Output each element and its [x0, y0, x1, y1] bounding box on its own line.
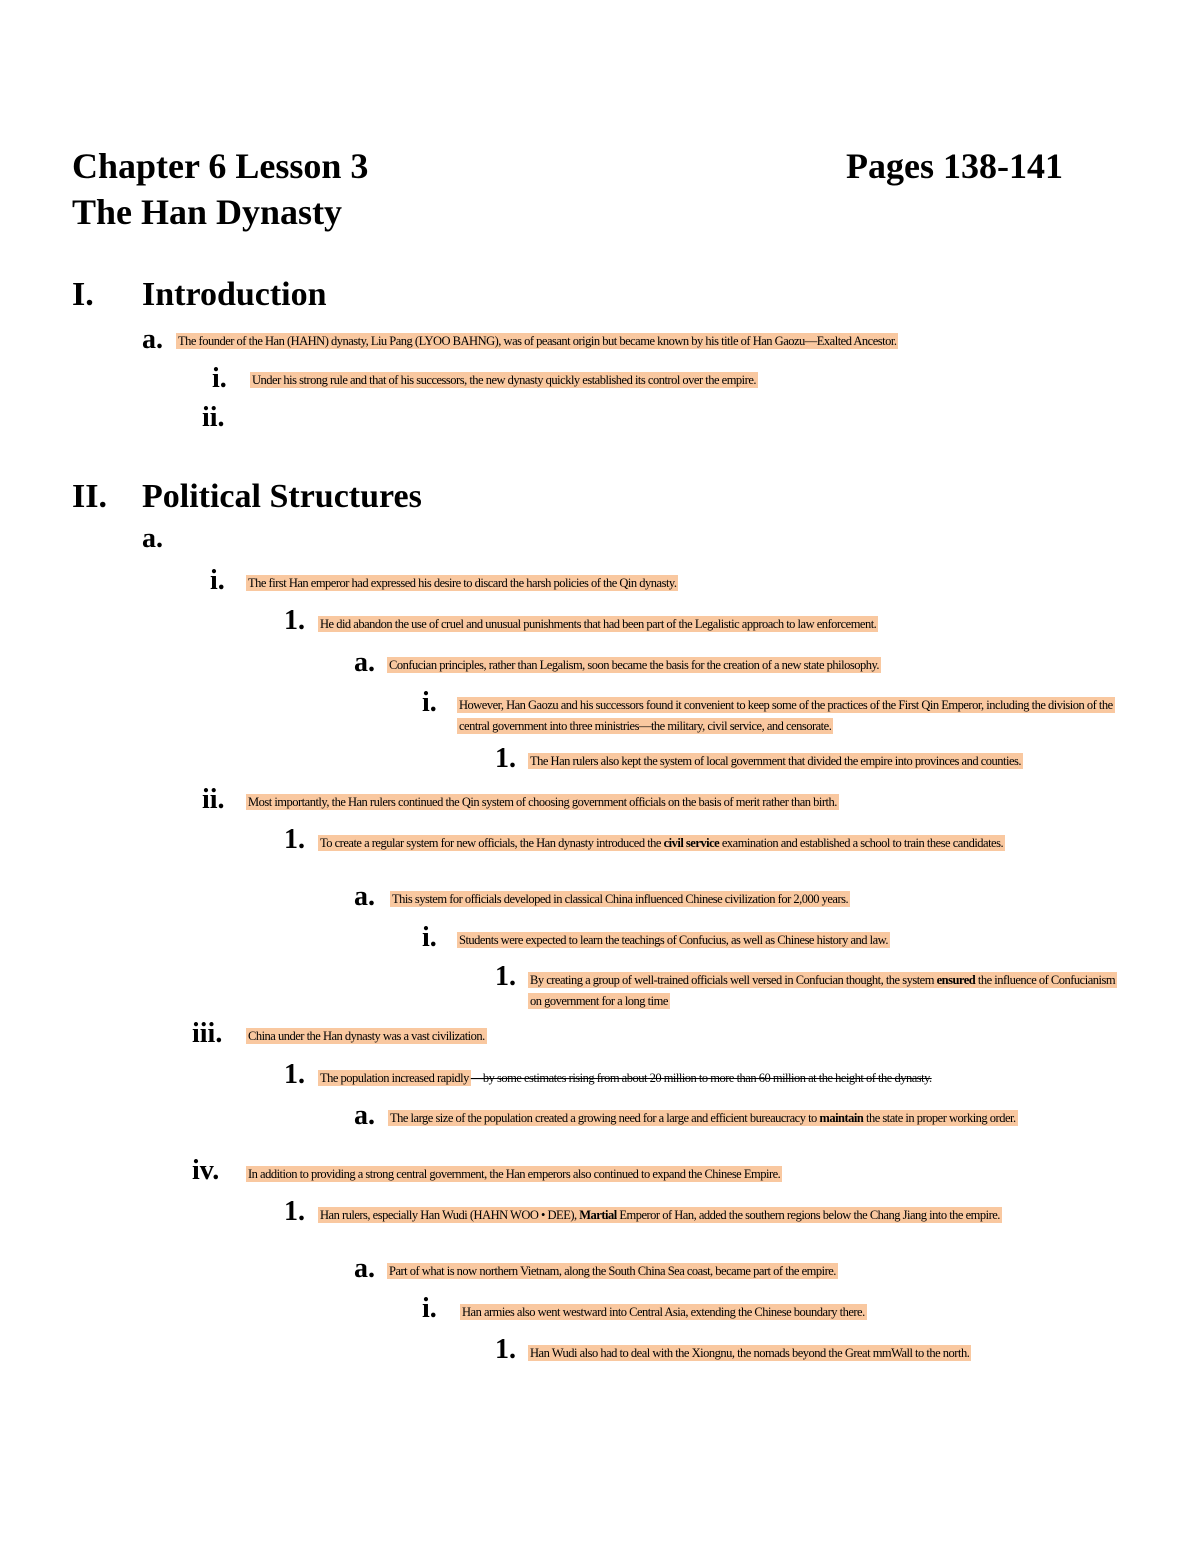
outline-marker: 1. [284, 1196, 305, 1227]
section-1-title: Introduction [142, 276, 327, 313]
outline-marker: a. [354, 1253, 375, 1284]
outline-item [457, 695, 1117, 737]
section-2-title: Political Structures [142, 478, 422, 515]
outline-marker: i. [422, 1293, 437, 1324]
outline-text: The first Han emperor had expressed his desire to discard the harsh policies of the Qin dynasty. [248, 576, 677, 590]
outline-text: This system for officials developed in classical China influenced Chinese civilization for 2,000 years. [392, 892, 849, 906]
text-run: The large size of the population created a growing need for a large and efficient bureaucracy to [390, 1111, 820, 1125]
outline-item [528, 751, 1148, 771]
outline-marker: 1. [495, 743, 516, 774]
outline-text [528, 972, 1117, 1009]
outline-marker: i. [422, 922, 437, 953]
text-run: Emperor of Han, added the southern regions below the Chang Jiang into the empire. [616, 1208, 1000, 1222]
outline-item [457, 930, 1117, 950]
text-run: the state in proper working order. [863, 1111, 1016, 1125]
lesson-title: The Han Dynasty [72, 192, 343, 232]
outline-text [388, 1110, 1018, 1126]
outline-item [176, 331, 1076, 351]
outline-item [528, 970, 1118, 1012]
struck-text: —by some estimates rising from about 20 million to more than 60 million at the height of the dynasty. [470, 1071, 932, 1085]
outline-item [528, 1343, 1148, 1363]
outline-item [246, 1026, 1066, 1046]
outline-item [387, 1261, 1117, 1281]
outline-text: Students were expected to learn the teachings of Confucius, as well as Chinese history and law. [459, 933, 888, 947]
bold-term: civil service [663, 836, 720, 850]
outline-text: The population increased rapidly [320, 1071, 469, 1085]
text-run: examination and established a school to train these candidates. [719, 836, 1004, 850]
outline-item [318, 1205, 1108, 1225]
outline-marker: 1. [284, 1059, 305, 1090]
outline-text: Part of what is now northern Vietnam, along the South China Sea coast, became part of the empire. [389, 1264, 836, 1278]
outline-marker: a. [354, 881, 375, 912]
outline-text: Han armies also went westward into Central Asia, extending the Chinese boundary there. [462, 1305, 865, 1319]
outline-text: Under his strong rule and that of his successors, the new dynasty quickly established its control over the empire. [252, 373, 756, 387]
section-2-numeral: II. [72, 478, 107, 515]
page-range: Pages 138-141 [846, 146, 1063, 186]
outline-text: The founder of the Han (HAHN) dynasty, Liu Pang (LYOO BAHNG), was of peasant origin but became known by his title of Han Gaozu—Exalted Ancestor. [178, 334, 897, 348]
outline-marker: 1. [495, 961, 516, 992]
outline-text: Most importantly, the Han rulers continued the Qin system of choosing government officials on the basis of merit rather than birth. [248, 795, 837, 809]
outline-marker: ii. [202, 402, 225, 433]
outline-item [390, 889, 1110, 909]
bold-term: maintain [819, 1111, 864, 1125]
outline-marker: a. [142, 324, 163, 355]
outline-marker: iii. [192, 1018, 223, 1049]
outline-marker: i. [422, 687, 437, 718]
outline-text: Han Wudi also had to deal with the Xiongnu, the nomads beyond the Great mmWall to the north. [530, 1346, 970, 1360]
outline-item [387, 655, 1117, 675]
outline-marker: i. [210, 565, 225, 596]
outline-text [318, 835, 1005, 851]
outline-marker: a. [142, 523, 163, 554]
outline-marker: ii. [202, 784, 225, 815]
outline-marker: i. [212, 363, 227, 394]
section-1-numeral: I. [72, 276, 94, 313]
outline-text: Confucian principles, rather than Legalism, soon became the basis for the creation of a new state philosophy. [389, 658, 880, 672]
bold-term: Martial [579, 1208, 617, 1222]
outline-item [246, 1164, 1066, 1184]
outline-marker: 1. [284, 605, 305, 636]
outline-marker: 1. [495, 1334, 516, 1365]
chapter-title: Chapter 6 Lesson 3 [72, 146, 369, 186]
outline-item [318, 614, 1118, 634]
text-run: Han rulers, especially Han Wudi (HAHN WOO • DEE), [320, 1208, 580, 1222]
outline-item [250, 370, 1070, 390]
outline-marker: 1. [284, 824, 305, 855]
text-run: By creating a group of well-trained officials well versed in Confucian thought, the system [530, 973, 937, 987]
outline-item [246, 792, 1066, 812]
outline-item [388, 1108, 1128, 1128]
outline-item [318, 1068, 1118, 1088]
text-run: To create a regular system for new officials, the Han dynasty introduced the [320, 836, 664, 850]
outline-marker: a. [354, 647, 375, 678]
outline-text: He did abandon the use of cruel and unusual punishments that had been part of the Legalistic approach to law enforcement. [320, 617, 877, 631]
outline-text: In addition to providing a strong central government, the Han emperors also continued to expand the Chinese Empire. [248, 1167, 781, 1181]
text-run: the influence of Confucianism on government for a long time [530, 973, 1116, 1008]
outline-item [460, 1302, 1120, 1322]
outline-item [318, 833, 1108, 853]
outline-text: However, Han Gaozu and his successors found it convenient to keep some of the practices of the First Qin Emperor, including the division of the central government into three ministries—the military, civil service, and censorate. [459, 698, 1113, 733]
bold-term: ensured [936, 973, 976, 987]
outline-marker: a. [354, 1100, 375, 1131]
outline-text: The Han rulers also kept the system of local government that divided the empire into provinces and counties. [530, 754, 1021, 768]
outline-item [246, 573, 1066, 593]
outline-marker: iv. [192, 1155, 220, 1186]
outline-text [318, 1207, 1002, 1223]
outline-text: China under the Han dynasty was a vast civilization. [248, 1029, 485, 1043]
